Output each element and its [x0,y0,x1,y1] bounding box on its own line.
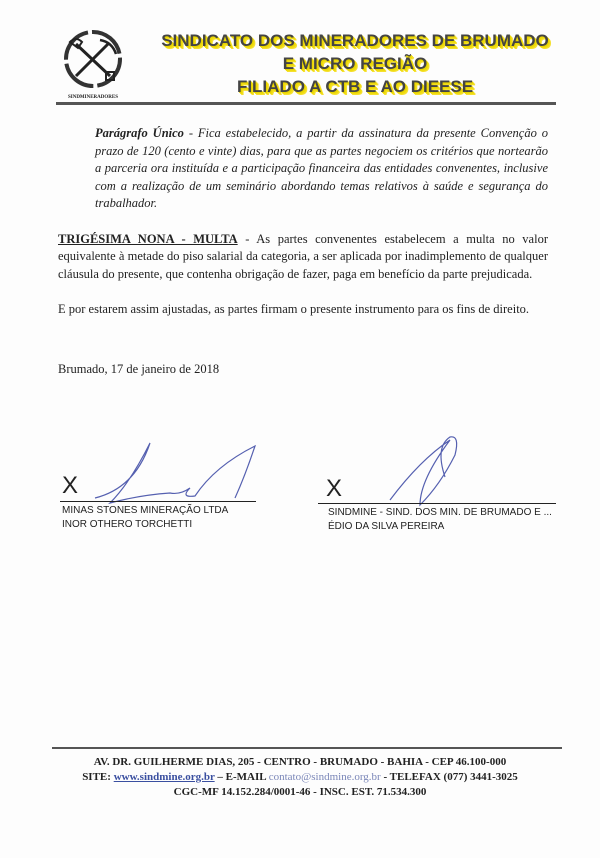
clause-39 [58,231,548,284]
site-label: SITE: [82,771,114,783]
header-title-line-1: SINDICATO DOS MINERADORES DE BRUMADO [161,31,549,50]
phone: - TELEFAX (077) 3441-3025 [380,771,518,783]
header-title-line-3: FILIADO A CTB E AO DIEESE [236,77,474,96]
handwritten-signatures [60,430,560,510]
logo-text: SINDMINERADORES [67,95,118,100]
signatory-2 [328,506,552,534]
footer-registry: CGC-MF 14.152.284/0001-46 - INSC. EST. 71.534.300 [173,786,427,798]
signature-line-2 [318,503,556,504]
signatory-name: INOR OTHERO TORCHETTI [62,519,193,530]
signatory-name: ÉDIO DA SILVA PEREIRA [328,521,445,532]
document-body [58,125,548,378]
header-divider [56,102,556,105]
union-logo [58,28,128,102]
paragraph-text: - Fica estabelecido, a partir da assinatura da presente Convenção o prazo de 120 (cento e vinte) dias, para que as partes negociem os critérios que nortearão a parceria ora instituída e a participação financeira das entidades convenentes, inclusive com a realização de um seminário abordando temas relativos à saúde e segurança do trabalhador. [95,126,548,210]
pick-shovel-icon [58,28,128,90]
clause-text: - As partes convenentes estabelecem a multa no valor equivalente à metade do piso salarial da categoria, a ser aplicada por inadimplemento de qualquer cláusula do presente, que contenha obrigação de fazer, paga em benefício da parte prejudicada. [58,231,548,281]
footer-address: AV. DR. GUILHERME DIAS, 205 - CENTRO - BRUMADO - BAHIA - CEP 46.100-000 [93,756,507,768]
signature-mark-2: X [326,475,343,502]
footer-divider [52,747,562,749]
clause-title: TRIGÉSIMA NONA - MULTA [58,231,238,246]
signature-mark-1: X [62,472,79,499]
paragraph-unico [95,125,548,213]
signature-line-1 [60,501,256,502]
signatory-1 [62,504,228,532]
email-label: – E-MAIL [214,771,269,783]
paragraph-label: Parágrafo Único [95,126,184,140]
email-link[interactable]: contato@sindmine.org.br [268,771,381,783]
site-link[interactable]: www.sindmine.org.br [113,771,215,783]
footer-contact [10,770,590,784]
place-date: Brumado, 17 de janeiro de 2018 [58,361,220,376]
signatory-org: MINAS STONES MINERAÇÃO LTDA [62,505,229,516]
signatory-org: SINDMINE - SIND. DOS MIN. DE BRUMADO E ... [328,507,552,518]
header-title-line-2: E MICRO REGIÃO [282,54,428,73]
closing-statement: E por estarem assim ajustadas, as partes firmam o presente instrumento para os fins de direito. [58,302,530,316]
